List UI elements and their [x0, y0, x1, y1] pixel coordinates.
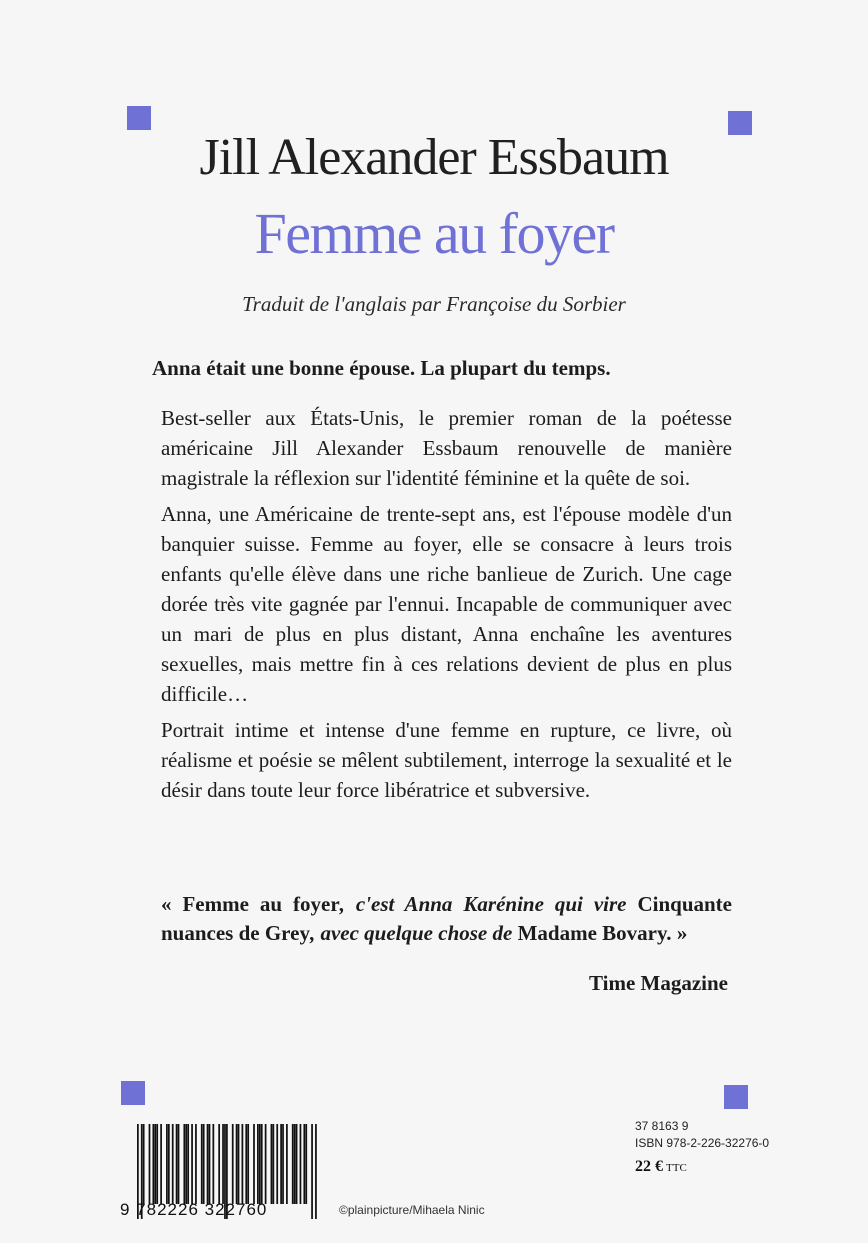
barcode-bar: [154, 1124, 156, 1204]
blurb: [161, 403, 732, 811]
barcode-bar: [265, 1124, 267, 1204]
decorative-square-bottom-left: [121, 1081, 145, 1105]
barcode-bar: [187, 1124, 189, 1204]
quote-text-2: , avec quelque chose de: [309, 921, 518, 945]
barcode-bar: [152, 1124, 154, 1204]
barcode-bar: [282, 1124, 284, 1204]
barcode-bar: [292, 1124, 294, 1204]
blurb-paragraph: Portrait intime et intense d'une femme en rupture, ce livre, où réalisme et poésie se mêlent subtilement, interroge la sexualité et le désir dans toute leur force libératrice et subversive.: [161, 718, 732, 802]
book-title: Femme au foyer: [254, 201, 614, 266]
translator-credit: Traduit de l'anglais par Françoise du Sorbier: [242, 292, 626, 316]
barcode-bar: [201, 1124, 203, 1204]
barcode-bar: [286, 1124, 288, 1204]
barcode-bar: [222, 1124, 224, 1204]
barcode-bar: [176, 1124, 178, 1204]
quote-close: »: [671, 921, 688, 945]
barcode-bar: [143, 1124, 145, 1204]
press-quote: [161, 890, 732, 948]
tagline: Anna était une bonne épouse. La plupart du temps.: [152, 356, 611, 380]
barcode-bar: [253, 1124, 255, 1204]
barcode-bar: [166, 1124, 168, 1204]
barcode-bar: [300, 1124, 302, 1204]
barcode-bar: [185, 1124, 187, 1204]
barcode-bar: [160, 1124, 162, 1204]
barcode-bar: [257, 1124, 259, 1204]
barcode-bar: [296, 1124, 298, 1204]
barcode-bar: [247, 1124, 249, 1204]
quote-open: «: [161, 892, 183, 916]
quote-title-3: Madame Bovary.: [517, 921, 672, 945]
quote-title-2: Cinquante nuances de Grey: [161, 892, 732, 945]
barcode-bar: [168, 1124, 170, 1204]
quote-source: Time Magazine: [588, 971, 728, 995]
decorative-square-bottom-right: [724, 1085, 748, 1109]
isbn: ISBN 978-2-226-32276-0: [635, 1136, 770, 1150]
barcode-bar: [280, 1124, 282, 1204]
barcode-bar: [191, 1124, 193, 1204]
barcode-bar: [207, 1124, 209, 1204]
barcode-bar: [272, 1124, 274, 1204]
barcode-bar: [242, 1124, 244, 1204]
price: [635, 1158, 687, 1176]
blurb-paragraph: Anna, une Américaine de trente-sept ans, est l'épouse modèle d'un banquier suisse. Femme au foyer, elle se consacre à leurs trois enfants qu'elle élève dans une riche banlieue de Zurich. Une cage dorée très vite gagnée par l'ennui. Incapable de communiquer avec un mari de plus en plus distant, Anna enchaîne les aventures sexuelles, mais mettre fin à ces relations devient de plus en plus difficile…: [161, 502, 732, 706]
barcode-bar: [305, 1124, 307, 1204]
barcode-bar: [294, 1124, 296, 1204]
quote-title-1: Femme au foyer: [182, 892, 340, 916]
internal-code: 37 8163 9: [635, 1119, 689, 1133]
barcode-bar: [271, 1124, 273, 1204]
barcode-bar: [259, 1124, 261, 1204]
barcode-bar: [149, 1124, 151, 1204]
barcode-bar: [238, 1124, 240, 1204]
barcode-bar: [245, 1124, 247, 1204]
price-suffix: TTC: [666, 1162, 687, 1174]
blurb-paragraph: Best-seller aux États-Unis, le premier roman de la poétesse américaine Jill Alexander Essbaum renouvelle de manière magistrale la réflexion sur l'identité féminine et la quête de soi.: [161, 406, 732, 490]
barcode-bar: [178, 1124, 180, 1204]
barcode-bar: [276, 1124, 278, 1204]
barcode-bar: [315, 1124, 317, 1219]
barcode-bar: [156, 1124, 158, 1204]
barcode-bar: [172, 1124, 174, 1204]
author-name: Jill Alexander Essbaum: [199, 129, 669, 186]
barcode-bar: [232, 1124, 234, 1204]
decorative-square-top-left: [127, 106, 151, 130]
barcode-bar: [261, 1124, 263, 1204]
barcode-bar: [203, 1124, 205, 1204]
photo-credit: ©plainpicture/Mihaela Ninic: [339, 1203, 485, 1217]
quote-text-1: , c'est Anna Karénine qui vire: [339, 892, 638, 916]
barcode-digits: 9 782226 322760: [120, 1200, 268, 1219]
price-value: 22 €: [635, 1158, 663, 1175]
barcode-bar: [209, 1124, 211, 1204]
barcode-bar: [212, 1124, 214, 1204]
barcode-bar: [236, 1124, 238, 1204]
barcode-bar: [303, 1124, 305, 1204]
barcode-bar: [195, 1124, 197, 1204]
publisher-codes: [635, 1118, 769, 1152]
barcode-bar: [218, 1124, 220, 1204]
barcode-bar: [311, 1124, 313, 1219]
barcode-bar: [183, 1124, 185, 1204]
